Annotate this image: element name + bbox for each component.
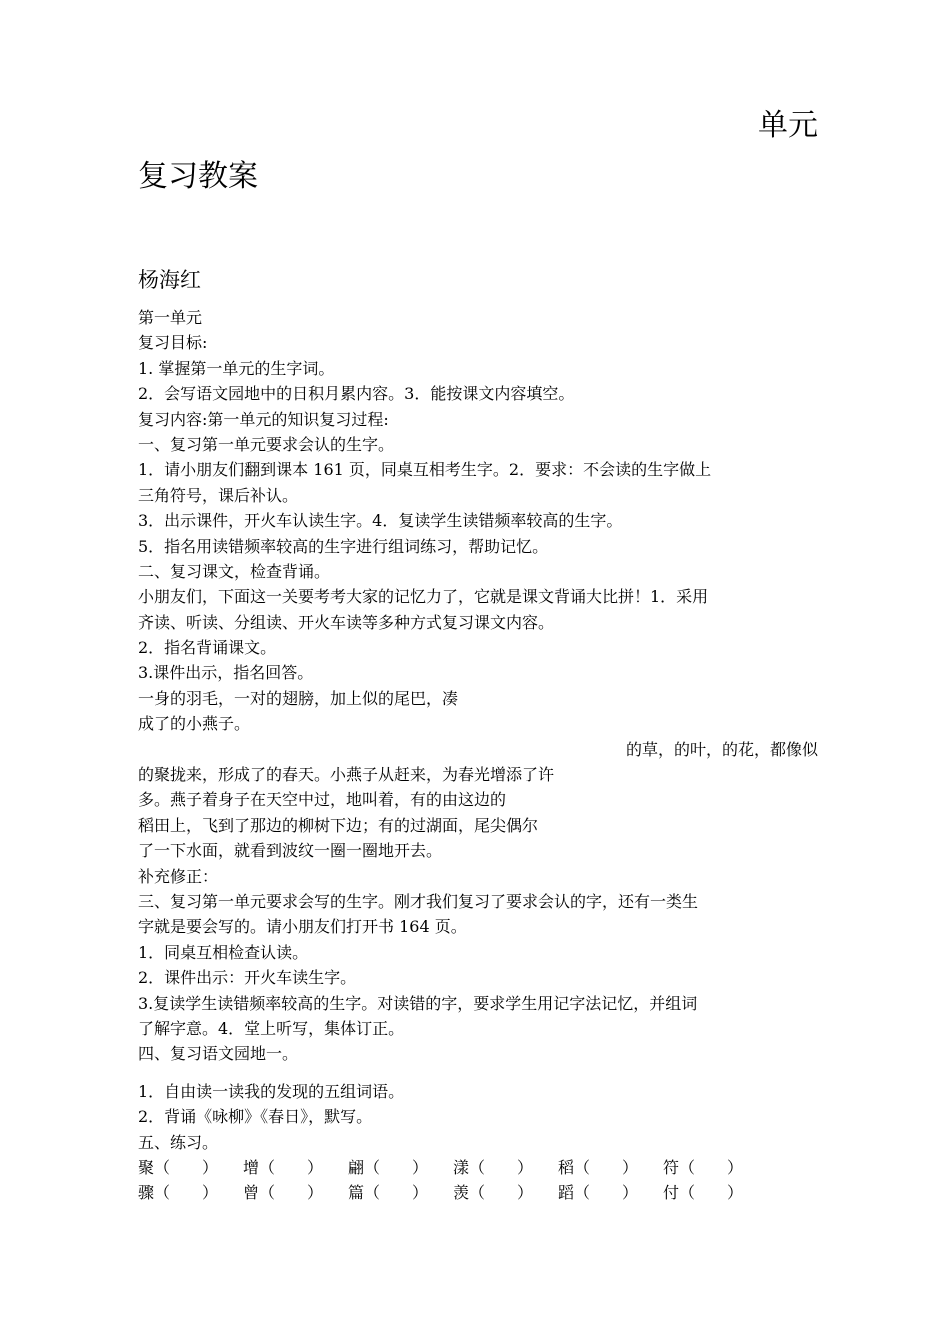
paragraph-line: 3．出示课件，开火车认读生字。4．复读学生读错频率较高的生字。 xyxy=(138,511,623,531)
title-review-plan: 复习教案 xyxy=(138,159,258,194)
goal-line: 1. 掌握第一单元的生字词。 xyxy=(138,358,335,378)
fill-blank-line: 成了的小燕子。 xyxy=(138,714,251,734)
fill-blank-line: 一身的羽毛，一对的翅膀，加上似的尾巴，凑 xyxy=(138,688,459,708)
practice-item: 增（ ） xyxy=(243,1157,324,1177)
practice-item: 骤（ ） xyxy=(138,1183,219,1203)
paragraph-line: 1．请小朋友们翻到课本 161 页，同桌互相考生字。2．要求：不会读的生字做上 xyxy=(138,460,712,480)
paragraph-line: 齐读、听读、分组读、开火车读等多种方式复习课文内容。 xyxy=(138,612,555,632)
practice-item: 付（ ） xyxy=(663,1183,744,1203)
section-heading: 二、复习课文，检查背诵。 xyxy=(138,561,331,581)
practice-item: 蹈（ ） xyxy=(558,1183,639,1203)
author-name: 杨海红 xyxy=(138,268,201,292)
fill-blank-line: 的草，的叶，的花，都像似 xyxy=(625,739,818,759)
practice-item: 符（ ） xyxy=(663,1157,744,1177)
practice-item: 翩（ ） xyxy=(348,1157,429,1177)
practice-item: 聚（ ） xyxy=(138,1157,219,1177)
paragraph-line: 5．指名用读错频率较高的生字进行组词练习，帮助记忆。 xyxy=(138,536,549,556)
title-unit: 单元 xyxy=(758,108,818,143)
fill-blank-line: 稻田上，飞到了那边的柳树下边；有的过湖面，尾尖偶尔 xyxy=(138,815,539,835)
section-heading: 五、练习。 xyxy=(138,1132,219,1152)
practice-item: 漾（ ） xyxy=(453,1157,534,1177)
paragraph-line: 三角符号，课后补认。 xyxy=(138,485,299,505)
fill-blank-line: 了一下水面，就看到波纹一圈一圈地开去。 xyxy=(138,841,443,861)
paragraph-line: 1．同桌互相检查认读。 xyxy=(138,942,309,962)
paragraph-line: 2．背诵《咏柳》《春日》，默写。 xyxy=(138,1107,373,1127)
paragraph-line: 字就是要会写的。请小朋友们打开书 164 页。 xyxy=(138,917,467,937)
paragraph-line: 2．课件出示：开火车读生字。 xyxy=(138,968,357,988)
goals-heading: 复习目标: xyxy=(138,333,208,353)
fill-blank-line: 多。燕子着身子在天空中过，地叫着，有的由这边的 xyxy=(138,790,507,810)
paragraph-line: 了解字意。4．堂上听写，集体订正。 xyxy=(138,1018,405,1038)
fill-blank-line: 的聚拢来，形成了的春天。小燕子从赶来，为春光增添了许 xyxy=(138,765,555,785)
practice-item: 曾（ ） xyxy=(243,1183,324,1203)
paragraph-line: 小朋友们，下面这一关要考考大家的记忆力了，它就是课文背诵大比拼！1．采用 xyxy=(138,587,709,607)
supplement-heading: 补充修正： xyxy=(138,866,219,886)
goal-line: 2．会写语文园地中的日积月累内容。3．能按课文内容填空。 xyxy=(138,384,575,404)
practice-row xyxy=(138,1155,828,1180)
section-heading: 一、复习第一单元要求会认的生字。 xyxy=(138,434,395,454)
practice-row xyxy=(138,1180,828,1205)
section-heading: 三、复习第一单元要求会写的生字。刚才我们复习了要求会认的字，还有一类生 xyxy=(138,891,699,911)
practice-item: 稻（ ） xyxy=(558,1157,639,1177)
spacer xyxy=(138,1067,828,1079)
practice-item: 篇（ ） xyxy=(348,1183,429,1203)
paragraph-line: 2．指名背诵课文。 xyxy=(138,638,277,658)
unit-heading: 第一单元 xyxy=(138,308,203,327)
document-body xyxy=(138,305,828,1206)
practice-item: 羡（ ） xyxy=(453,1183,534,1203)
paragraph-line: 3.课件出示，指名回答。 xyxy=(138,663,314,683)
section-heading: 四、复习语文园地一。 xyxy=(138,1044,299,1064)
paragraph-line: 3.复读学生读错频率较高的生字。对读错的字，要求学生用记字法记忆，并组词 xyxy=(138,993,698,1013)
content-heading: 复习内容:第一单元的知识复习过程: xyxy=(138,409,389,429)
paragraph-line: 1．自由读一读我的发现的五组词语。 xyxy=(138,1081,405,1101)
